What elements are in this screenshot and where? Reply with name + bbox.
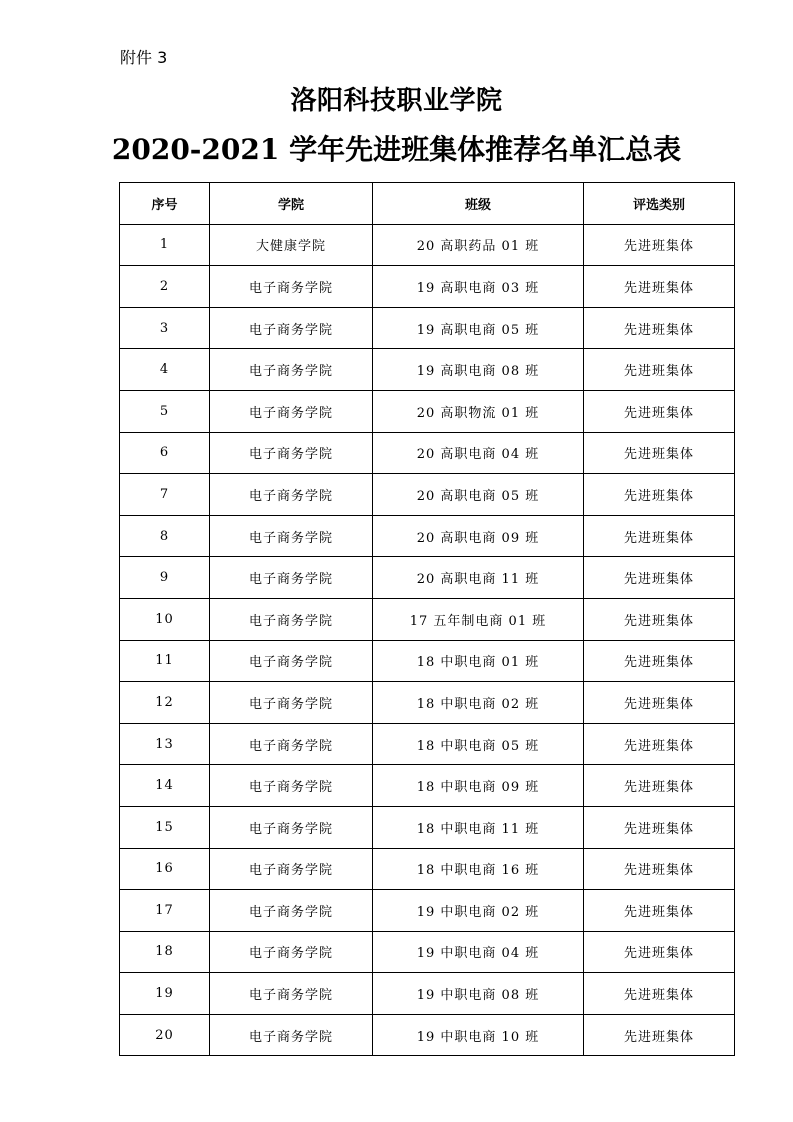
column-header-category: 评选类别 — [584, 183, 735, 225]
cell-class: 19 中职电商 10 班 — [373, 1014, 584, 1056]
table-row — [120, 765, 735, 807]
cell-number: 16 — [120, 848, 210, 890]
cell-category: 先进班集体 — [584, 598, 735, 640]
column-header-number: 序号 — [120, 183, 210, 225]
cell-college: 电子商务学院 — [210, 390, 373, 432]
table-row — [120, 390, 735, 432]
attachment-label: 附件 3 — [120, 48, 168, 67]
cell-category: 先进班集体 — [584, 557, 735, 599]
cell-class: 18 中职电商 05 班 — [373, 723, 584, 765]
cell-number: 19 — [120, 973, 210, 1015]
cell-number: 20 — [120, 1014, 210, 1056]
cell-college: 电子商务学院 — [210, 432, 373, 474]
cell-number: 6 — [120, 432, 210, 474]
cell-class: 19 中职电商 02 班 — [373, 890, 584, 932]
cell-category: 先进班集体 — [584, 390, 735, 432]
cell-class: 18 中职电商 16 班 — [373, 848, 584, 890]
table-header-row — [120, 183, 735, 225]
cell-number: 11 — [120, 640, 210, 682]
table-row — [120, 806, 735, 848]
cell-number: 5 — [120, 390, 210, 432]
cell-college: 电子商务学院 — [210, 848, 373, 890]
cell-class: 18 中职电商 11 班 — [373, 806, 584, 848]
cell-college: 电子商务学院 — [210, 765, 373, 807]
column-header-college: 学院 — [210, 183, 373, 225]
table-row — [120, 557, 735, 599]
cell-college: 电子商务学院 — [210, 890, 373, 932]
cell-category: 先进班集体 — [584, 515, 735, 557]
cell-category: 先进班集体 — [584, 266, 735, 308]
cell-class: 17 五年制电商 01 班 — [373, 598, 584, 640]
cell-class: 20 高职电商 05 班 — [373, 474, 584, 516]
table-row — [120, 640, 735, 682]
cell-category: 先进班集体 — [584, 474, 735, 516]
cell-category: 先进班集体 — [584, 640, 735, 682]
table-row — [120, 598, 735, 640]
cell-college: 电子商务学院 — [210, 349, 373, 391]
table-row — [120, 848, 735, 890]
cell-college: 电子商务学院 — [210, 931, 373, 973]
table-row — [120, 432, 735, 474]
cell-number: 18 — [120, 931, 210, 973]
document-subtitle: 2020-2021 学年先进班集体推荐名单汇总表 — [111, 133, 682, 166]
cell-class: 19 高职电商 03 班 — [373, 266, 584, 308]
cell-college: 电子商务学院 — [210, 682, 373, 724]
column-header-class: 班级 — [373, 183, 584, 225]
cell-category: 先进班集体 — [584, 307, 735, 349]
cell-number: 1 — [120, 224, 210, 266]
cell-class: 20 高职物流 01 班 — [373, 390, 584, 432]
table-row — [120, 515, 735, 557]
cell-college: 电子商务学院 — [210, 640, 373, 682]
cell-class: 18 中职电商 01 班 — [373, 640, 584, 682]
cell-number: 12 — [120, 682, 210, 724]
table-row — [120, 1014, 735, 1056]
cell-number: 9 — [120, 557, 210, 599]
cell-number: 13 — [120, 723, 210, 765]
cell-number: 2 — [120, 266, 210, 308]
cell-college: 电子商务学院 — [210, 806, 373, 848]
cell-college: 电子商务学院 — [210, 474, 373, 516]
cell-college: 电子商务学院 — [210, 557, 373, 599]
cell-category: 先进班集体 — [584, 1014, 735, 1056]
cell-class: 20 高职电商 09 班 — [373, 515, 584, 557]
cell-number: 10 — [120, 598, 210, 640]
table-row — [120, 973, 735, 1015]
cell-category: 先进班集体 — [584, 806, 735, 848]
table-row — [120, 890, 735, 932]
cell-college: 电子商务学院 — [210, 973, 373, 1015]
table-body — [120, 224, 735, 1056]
table-row — [120, 224, 735, 266]
cell-class: 19 中职电商 08 班 — [373, 973, 584, 1015]
cell-category: 先进班集体 — [584, 765, 735, 807]
cell-category: 先进班集体 — [584, 349, 735, 391]
cell-category: 先进班集体 — [584, 432, 735, 474]
cell-category: 先进班集体 — [584, 931, 735, 973]
recommendation-table — [119, 182, 735, 1056]
cell-college: 电子商务学院 — [210, 307, 373, 349]
cell-college: 电子商务学院 — [210, 1014, 373, 1056]
cell-class: 20 高职药品 01 班 — [373, 224, 584, 266]
cell-class: 20 高职电商 11 班 — [373, 557, 584, 599]
cell-class: 20 高职电商 04 班 — [373, 432, 584, 474]
table-row — [120, 682, 735, 724]
cell-category: 先进班集体 — [584, 848, 735, 890]
table-row — [120, 266, 735, 308]
cell-class: 18 中职电商 02 班 — [373, 682, 584, 724]
cell-college: 电子商务学院 — [210, 515, 373, 557]
cell-class: 19 高职电商 05 班 — [373, 307, 584, 349]
cell-number: 14 — [120, 765, 210, 807]
cell-category: 先进班集体 — [584, 224, 735, 266]
cell-category: 先进班集体 — [584, 682, 735, 724]
table-row — [120, 307, 735, 349]
table-row — [120, 474, 735, 516]
cell-college: 电子商务学院 — [210, 723, 373, 765]
document-title: 洛阳科技职业学院 — [290, 86, 503, 116]
cell-class: 19 中职电商 04 班 — [373, 931, 584, 973]
cell-number: 8 — [120, 515, 210, 557]
cell-college: 电子商务学院 — [210, 598, 373, 640]
cell-category: 先进班集体 — [584, 890, 735, 932]
cell-number: 4 — [120, 349, 210, 391]
cell-class: 19 高职电商 08 班 — [373, 349, 584, 391]
cell-college: 电子商务学院 — [210, 266, 373, 308]
cell-number: 15 — [120, 806, 210, 848]
table-row — [120, 723, 735, 765]
cell-number: 7 — [120, 474, 210, 516]
cell-class: 18 中职电商 09 班 — [373, 765, 584, 807]
table-row — [120, 349, 735, 391]
cell-number: 3 — [120, 307, 210, 349]
cell-number: 17 — [120, 890, 210, 932]
table-row — [120, 931, 735, 973]
cell-category: 先进班集体 — [584, 723, 735, 765]
cell-category: 先进班集体 — [584, 973, 735, 1015]
cell-college: 大健康学院 — [210, 224, 373, 266]
